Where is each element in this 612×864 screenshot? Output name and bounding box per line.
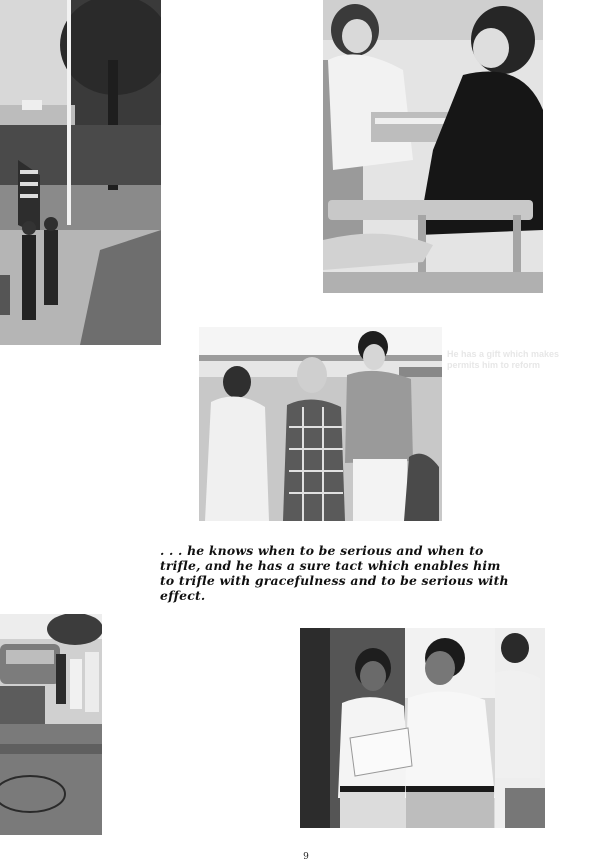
quote-line-2: trifle, and he has a sure tact which enables him (160, 558, 501, 573)
quote-line-3: to trifle with gracefulness and to be serious with (160, 573, 509, 588)
two-women-image (323, 0, 543, 293)
photo-flag-ceremony (0, 0, 161, 345)
photo-two-women (323, 0, 543, 293)
page-number: 9 (303, 852, 309, 862)
photo-car-crowd (0, 614, 102, 835)
car-crowd-image (0, 614, 102, 835)
students-walking-image (199, 327, 442, 521)
bleed-through-line-2: permits him to reform (447, 360, 541, 370)
photo-two-men-paper (300, 628, 545, 828)
quote-line-1: . . . he knows when to be serious and when to (160, 543, 484, 558)
quote-text (160, 543, 540, 603)
flag-ceremony-image (0, 0, 161, 345)
bleed-through-text (447, 349, 612, 371)
quote-line-4: effect. (160, 588, 206, 603)
two-men-paper-image (300, 628, 545, 828)
bleed-through-line-1: He has a gift which makes (447, 349, 560, 359)
photo-students-walking (199, 327, 442, 521)
